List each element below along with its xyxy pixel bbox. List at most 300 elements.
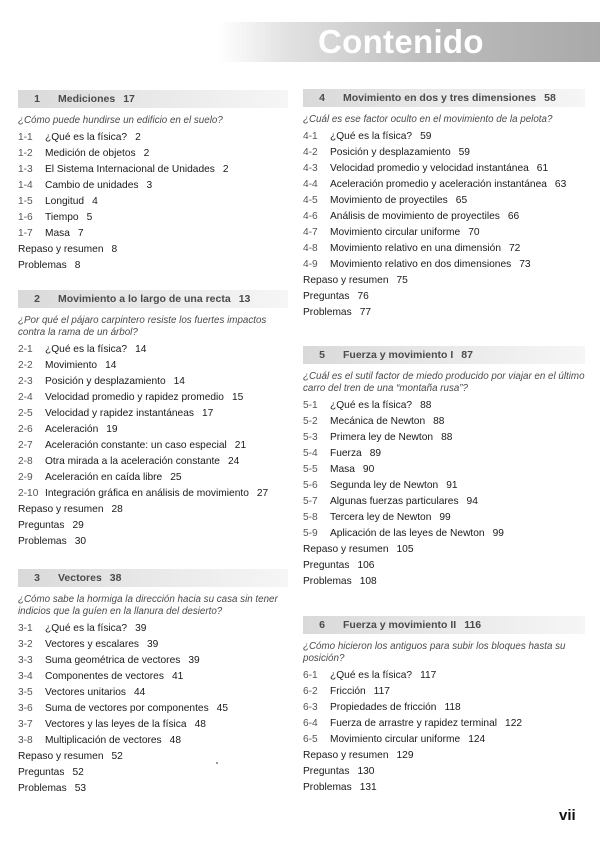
section-page: 7 (77, 228, 84, 239)
section-title (45, 178, 152, 194)
section-title-text: Movimiento relativo en dos dimensiones (330, 259, 512, 270)
extra-page: 29 (72, 520, 84, 531)
chapter-header[interactable] (18, 569, 288, 587)
section-number: 6-2 (303, 686, 318, 697)
section-title (45, 194, 98, 210)
extra-page: 75 (396, 275, 408, 286)
chapter-number: 3 (34, 572, 40, 584)
section-title-text: ¿Qué es la física? (330, 670, 413, 681)
section-title-text: Cambio de unidades (45, 180, 139, 191)
section-page: 21 (234, 440, 247, 451)
toc-entry[interactable] (18, 669, 288, 685)
section-title-text: Movimiento circular uniforme (330, 734, 461, 745)
section-title-text: Vectores y escalares (45, 639, 139, 650)
section-title-text: ¿Qué es la física? (330, 131, 413, 142)
toc-entry[interactable] (303, 225, 585, 241)
toc-entry[interactable] (303, 684, 585, 700)
chapter-title (343, 616, 481, 634)
section-number: 3-8 (18, 735, 33, 746)
extra-title: Repaso y resumen (303, 275, 389, 286)
section-title-text: Fricción (330, 686, 366, 697)
section-page: 2 (135, 132, 141, 143)
section-title (45, 210, 92, 226)
extra-page: 30 (74, 536, 87, 547)
extra-title: Preguntas (303, 560, 350, 571)
section-number: 5-6 (303, 480, 318, 491)
section-page: 72 (509, 243, 521, 254)
stray-dot (216, 762, 218, 764)
chapter-header[interactable] (18, 290, 288, 308)
section-title-text: Integración gráfica en análisis de movimiento (45, 488, 249, 499)
toc-entry[interactable] (18, 470, 288, 486)
toc-entry[interactable] (18, 210, 288, 226)
chapter-question: ¿Cómo sabe la hormiga la dirección hacia su casa sin tener indicios que la guíen en la llanura del desierto? (18, 594, 278, 617)
section-title (330, 478, 458, 494)
toc-entry[interactable] (303, 161, 585, 177)
section-title-text: Primera ley de Newton (330, 432, 434, 443)
section-title-text: Aceleración constante: un caso especial (45, 440, 227, 451)
section-page: 73 (519, 259, 531, 270)
toc-entry[interactable] (18, 653, 288, 669)
section-number: 4-5 (303, 195, 318, 206)
toc-entry[interactable] (303, 700, 585, 716)
toc-entry[interactable] (303, 177, 585, 193)
section-title-text: Vectores unitarios (45, 687, 126, 698)
section-title (330, 462, 374, 478)
extra-page: 53 (74, 783, 87, 794)
section-page: 117 (420, 670, 437, 681)
chapter-title-text: Movimiento a lo largo de una recta (58, 293, 231, 305)
toc-extra-entry[interactable] (18, 258, 288, 274)
section-page: 14 (135, 344, 147, 355)
toc-entry[interactable] (18, 701, 288, 717)
section-page: 65 (455, 195, 468, 206)
extra-title: Problemas (18, 260, 67, 271)
section-number: 2-8 (18, 456, 33, 467)
section-number: 3-1 (18, 623, 33, 634)
section-title-text: Posición y desplazamiento (45, 376, 166, 387)
chapter-6 (303, 616, 585, 796)
section-title (330, 716, 522, 732)
section-title (45, 669, 183, 685)
section-title (45, 733, 181, 749)
section-title (45, 406, 213, 422)
toc-entry[interactable] (303, 478, 585, 494)
section-page: 70 (468, 227, 480, 238)
toc-entry[interactable] (303, 193, 585, 209)
toc-entry[interactable] (303, 414, 585, 430)
section-number: 3-7 (18, 719, 33, 730)
chapter-number: 5 (319, 349, 325, 361)
section-title (45, 637, 158, 653)
extra-page: 131 (359, 782, 377, 793)
section-title (330, 209, 519, 225)
extra-title: Repaso y resumen (18, 751, 104, 762)
toc-entry[interactable] (18, 621, 288, 637)
section-page: 14 (173, 376, 185, 387)
section-number: 6-4 (303, 718, 318, 729)
chapter-page: 38 (109, 572, 122, 584)
section-title (45, 701, 228, 717)
section-page: 48 (194, 719, 206, 730)
section-title (45, 162, 229, 178)
extra-title: Preguntas (303, 291, 350, 302)
toc-entry[interactable] (18, 486, 288, 502)
section-title (45, 422, 118, 438)
toc-extra-entry[interactable] (18, 502, 288, 518)
chapter-2 (18, 290, 288, 550)
section-number: 4-7 (303, 227, 318, 238)
section-title (330, 526, 504, 542)
toc-extra-entry[interactable] (303, 305, 585, 321)
section-title (45, 717, 206, 733)
section-page: 99 (492, 528, 504, 539)
chapter-title-text: Mediciones (58, 93, 116, 105)
section-page: 59 (458, 147, 470, 158)
section-page: 63 (554, 179, 567, 190)
chapter-title-text: Movimiento en dos y tres dimensiones (343, 92, 537, 104)
section-number: 1-2 (18, 148, 33, 159)
section-number: 2-5 (18, 408, 33, 419)
section-title-text: Vectores y las leyes de la física (45, 719, 187, 730)
chapter-header[interactable] (303, 616, 585, 634)
chapter-title-text: Fuerza y movimiento I (343, 349, 454, 361)
section-title-text: Tercera ley de Newton (330, 512, 432, 523)
toc-entry[interactable] (303, 129, 585, 145)
chapter-number: 6 (319, 619, 325, 631)
section-title-text: Movimiento circular uniforme (330, 227, 461, 238)
toc-extra-entry[interactable] (303, 780, 585, 796)
section-page: 117 (373, 686, 390, 697)
section-title-text: Velocidad y rapidez instantáneas (45, 408, 194, 419)
section-page: 3 (146, 180, 153, 191)
toc-entry[interactable] (18, 717, 288, 733)
toc-entry[interactable] (18, 226, 288, 242)
toc-extra-entry[interactable] (18, 534, 288, 550)
chapter-title (58, 569, 121, 587)
section-page: 25 (170, 472, 182, 483)
section-number: 2-3 (18, 376, 33, 387)
section-title (330, 494, 478, 510)
toc-entry[interactable] (303, 494, 585, 510)
toc-entry[interactable] (18, 342, 288, 358)
section-page: 14 (105, 360, 117, 371)
section-number: 2-1 (18, 344, 33, 355)
section-page: 118 (444, 702, 461, 713)
toc-entry[interactable] (18, 374, 288, 390)
section-title-text: Velocidad promedio y rapidez promedio (45, 392, 224, 403)
chapter-number: 2 (34, 293, 40, 305)
toc-entry[interactable] (303, 716, 585, 732)
section-title (45, 438, 246, 454)
chapter-header[interactable] (303, 346, 585, 364)
page-number: vii (559, 807, 576, 824)
toc-entry[interactable] (303, 732, 585, 748)
section-page: 17 (201, 408, 214, 419)
section-title-text: El Sistema Internacional de Unidades (45, 164, 215, 175)
section-title (330, 177, 566, 193)
chapter-page: 13 (238, 293, 251, 305)
chapter-3 (18, 569, 288, 797)
section-title (45, 621, 146, 637)
toc-extra-entry[interactable] (303, 558, 585, 574)
section-number: 6-3 (303, 702, 318, 713)
section-title (330, 684, 390, 700)
chapter-question: ¿Cómo puede hundirse un edificio en el suelo? (18, 115, 223, 126)
section-title (330, 430, 452, 446)
section-title (45, 470, 182, 486)
section-number: 2-6 (18, 424, 33, 435)
extra-title: Problemas (303, 307, 352, 318)
section-title-text: Fuerza de arrastre y rapidez terminal (330, 718, 498, 729)
toc-entry[interactable] (303, 209, 585, 225)
extra-title: Problemas (303, 576, 352, 587)
toc-entry[interactable] (18, 406, 288, 422)
toc-extra-entry[interactable] (303, 542, 585, 558)
toc-entry[interactable] (303, 430, 585, 446)
chapter-header[interactable] (18, 90, 288, 108)
section-title (45, 146, 149, 162)
extra-page: 28 (111, 504, 123, 515)
section-title (330, 129, 431, 145)
toc-extra-entry[interactable] (18, 749, 288, 765)
toc-extra-entry[interactable] (303, 748, 585, 764)
chapter-question: ¿Cómo hicieron los antiguos para subir los bloques hasta su posición? (303, 641, 566, 664)
section-title (330, 145, 470, 161)
toc-extra-entry[interactable] (18, 518, 288, 534)
section-page: 27 (256, 488, 269, 499)
section-page: 5 (86, 212, 93, 223)
section-title-text: Movimiento relativo en una dimensión (330, 243, 502, 254)
chapter-number: 1 (34, 93, 40, 105)
section-page: 91 (446, 480, 458, 491)
section-number: 5-1 (303, 400, 318, 411)
section-title-text: Medición de objetos (45, 148, 136, 159)
section-title (45, 358, 116, 374)
section-title-text: Aceleración promedio y aceleración instantánea (330, 179, 547, 190)
toc-entry[interactable] (303, 145, 585, 161)
toc-entry[interactable] (18, 194, 288, 210)
section-page: 88 (433, 416, 445, 427)
toc-extra-entry[interactable] (303, 273, 585, 289)
section-title-text: Segunda ley de Newton (330, 480, 439, 491)
section-number: 1-1 (18, 132, 33, 143)
toc-entry[interactable] (18, 422, 288, 438)
section-number: 5-3 (303, 432, 318, 443)
toc-entry[interactable] (303, 462, 585, 478)
toc-entry[interactable] (18, 162, 288, 178)
section-title (330, 414, 444, 430)
section-number: 4-9 (303, 259, 318, 270)
section-title (330, 193, 467, 209)
section-number: 6-1 (303, 670, 318, 681)
extra-page: 106 (357, 560, 375, 571)
extra-page: 105 (396, 544, 414, 555)
toc-entry[interactable] (303, 526, 585, 542)
section-title-text: Suma de vectores por componentes (45, 703, 209, 714)
chapter-question: ¿Cuál es ese factor oculto en el movimiento de la pelota? (303, 114, 553, 125)
chapter-page: 87 (461, 349, 473, 361)
toc-entry[interactable] (18, 733, 288, 749)
section-number: 4-2 (303, 147, 318, 158)
chapter-question: ¿Por qué el pájaro carpintero resiste los fuertes impactos contra la rama de un árbol? (18, 315, 267, 338)
section-title-text: Longitud (45, 196, 85, 207)
section-page: 4 (92, 196, 98, 207)
toc-extra-entry[interactable] (303, 764, 585, 780)
section-title (45, 226, 84, 242)
chapter-1 (18, 90, 288, 274)
section-title (330, 510, 451, 526)
page-title: Contenido (318, 23, 484, 60)
section-number: 2-9 (18, 472, 33, 483)
section-page: 2 (143, 148, 150, 159)
extra-page: 76 (357, 291, 369, 302)
section-title-text: Aceleración (45, 424, 99, 435)
section-title-text: Aplicación de las leyes de Newton (330, 528, 485, 539)
section-title (45, 685, 145, 701)
section-title-text: Tiempo (45, 212, 79, 223)
toc-extra-entry[interactable] (303, 289, 585, 305)
extra-page: 52 (111, 751, 123, 762)
chapter-page: 17 (123, 93, 135, 105)
extra-title: Problemas (303, 782, 352, 793)
section-number: 3-3 (18, 655, 33, 666)
extra-title: Preguntas (18, 520, 65, 531)
extra-title: Repaso y resumen (18, 244, 104, 255)
section-number: 5-2 (303, 416, 318, 427)
section-number: 5-8 (303, 512, 318, 523)
extra-title: Problemas (18, 783, 67, 794)
section-page: 124 (468, 734, 486, 745)
section-title (45, 390, 243, 406)
section-number: 4-3 (303, 163, 318, 174)
section-title-text: Masa (330, 464, 355, 475)
extra-page: 52 (72, 767, 84, 778)
section-title (330, 225, 480, 241)
section-number: 1-6 (18, 212, 33, 223)
section-page: 88 (441, 432, 453, 443)
toc-entry[interactable] (18, 438, 288, 454)
section-number: 1-3 (18, 164, 33, 175)
section-page: 94 (466, 496, 478, 507)
extra-page: 77 (359, 307, 372, 318)
section-page: 19 (106, 424, 118, 435)
section-title (330, 700, 461, 716)
section-title-text: ¿Qué es la física? (45, 132, 128, 143)
toc-entry[interactable] (18, 685, 288, 701)
chapter-page: 58 (544, 92, 556, 104)
toc-entry[interactable] (303, 398, 585, 414)
toc-entry[interactable] (18, 637, 288, 653)
section-number: 3-6 (18, 703, 33, 714)
section-page: 2 (222, 164, 229, 175)
toc-entry[interactable] (18, 130, 288, 146)
section-page: 89 (369, 448, 382, 459)
section-page: 66 (507, 211, 520, 222)
section-number: 2-2 (18, 360, 33, 371)
section-page: 88 (420, 400, 432, 411)
toc-extra-entry[interactable] (18, 765, 288, 781)
toc-entry[interactable] (303, 446, 585, 462)
section-number: 4-8 (303, 243, 318, 254)
extra-title: Repaso y resumen (303, 750, 389, 761)
toc-entry[interactable] (18, 454, 288, 470)
chapter-4 (303, 89, 585, 321)
extra-title: Preguntas (18, 767, 65, 778)
toc-entry[interactable] (303, 510, 585, 526)
section-page: 122 (505, 718, 523, 729)
section-number: 6-5 (303, 734, 318, 745)
section-page: 39 (135, 623, 147, 634)
chapter-title (58, 90, 135, 108)
chapter-title (343, 89, 556, 107)
extra-page: 8 (111, 244, 118, 255)
section-title-text: Multiplicación de vectores (45, 735, 162, 746)
section-title-text: Masa (45, 228, 70, 239)
toc-entry[interactable] (18, 178, 288, 194)
section-number: 5-5 (303, 464, 318, 475)
extra-title: Preguntas (303, 766, 350, 777)
section-number: 3-2 (18, 639, 33, 650)
chapter-page: 116 (464, 619, 482, 631)
toc-entry[interactable] (18, 390, 288, 406)
section-number: 3-5 (18, 687, 33, 698)
section-page: 59 (420, 131, 432, 142)
section-number: 1-5 (18, 196, 33, 207)
section-page: 45 (216, 703, 229, 714)
chapter-title (343, 346, 473, 364)
section-title-text: Componentes de vectores (45, 671, 164, 682)
section-page: 41 (171, 671, 184, 682)
toc-entry[interactable] (303, 668, 585, 684)
toc-extra-entry[interactable] (18, 781, 288, 797)
chapter-question: ¿Cuál es el sutil factor de miedo producido por viajar en el último carro del tren de una “montaña rusa”? (303, 371, 585, 394)
section-title (330, 732, 485, 748)
section-number: 5-4 (303, 448, 318, 459)
section-title (45, 454, 239, 470)
toc-entry[interactable] (303, 241, 585, 257)
section-title-text: Otra mirada a la aceleración constante (45, 456, 220, 467)
section-title-text: ¿Qué es la física? (45, 344, 128, 355)
toc-entry[interactable] (18, 146, 288, 162)
chapter-title-text: Vectores (58, 572, 102, 584)
chapter-title (58, 290, 250, 308)
section-page: 39 (147, 639, 159, 650)
section-page: 44 (133, 687, 146, 698)
section-title (330, 257, 531, 273)
toc-entry[interactable] (18, 358, 288, 374)
section-number: 1-7 (18, 228, 33, 239)
section-page: 61 (536, 163, 549, 174)
section-number: 1-4 (18, 180, 33, 191)
chapter-5 (303, 346, 585, 590)
chapter-header[interactable] (303, 89, 585, 107)
section-page: 90 (362, 464, 375, 475)
section-page: 24 (227, 456, 240, 467)
extra-title: Repaso y resumen (303, 544, 389, 555)
section-title-text: ¿Qué es la física? (45, 623, 128, 634)
extra-title: Repaso y resumen (18, 504, 104, 515)
section-number: 5-9 (303, 528, 318, 539)
section-title (45, 486, 268, 502)
chapter-number: 4 (319, 92, 325, 104)
section-number: 2-10 (18, 488, 39, 499)
section-title-text: ¿Qué es la física? (330, 400, 413, 411)
section-title (330, 446, 381, 462)
toc-extra-entry[interactable] (18, 242, 288, 258)
toc-entry[interactable] (303, 257, 585, 273)
toc-extra-entry[interactable] (303, 574, 585, 590)
